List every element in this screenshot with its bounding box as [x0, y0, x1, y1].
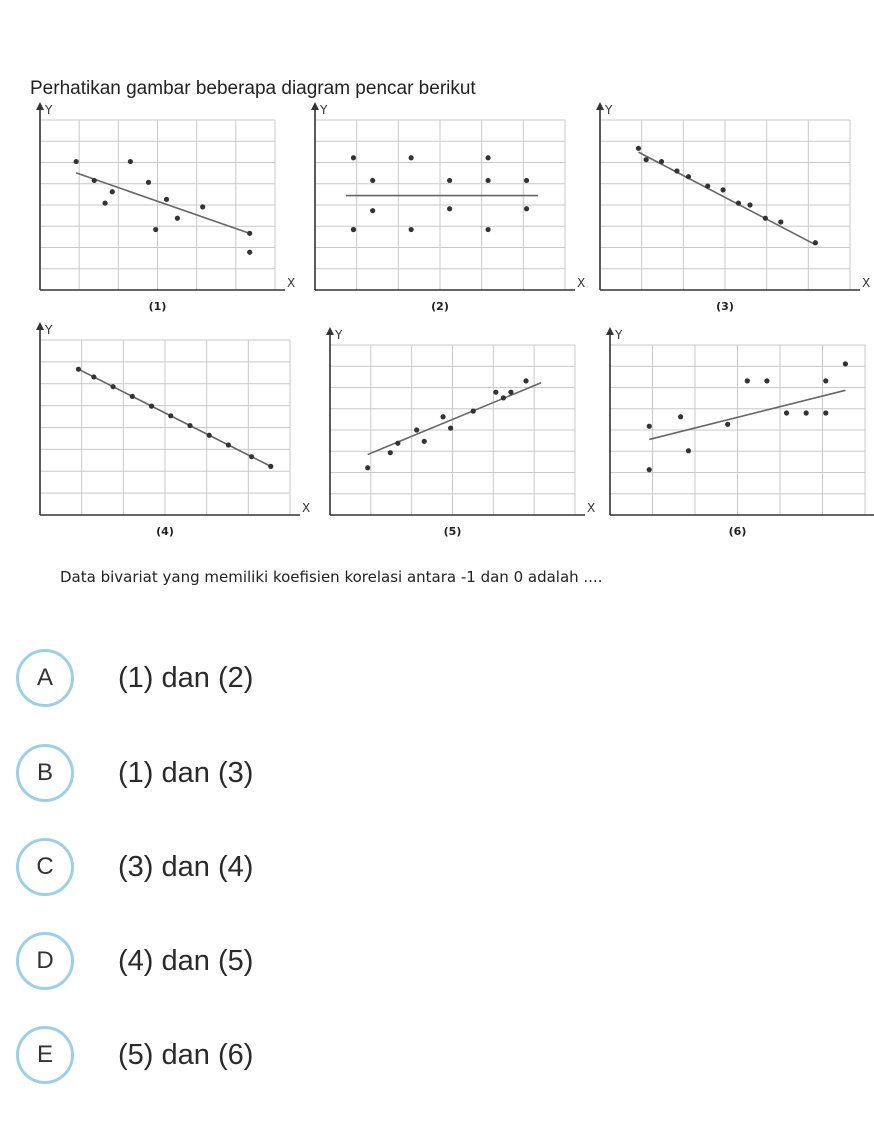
plot-2-x-label: X	[577, 276, 586, 290]
plot-5-point	[471, 409, 476, 414]
plot-2-point	[447, 206, 452, 211]
plot-2-point	[409, 227, 414, 232]
plot-1-x-label: X	[287, 276, 296, 290]
plot-5-point	[448, 426, 453, 431]
plot-2-point	[351, 155, 356, 160]
plot-2-point	[524, 178, 529, 183]
plot-2-point	[370, 208, 375, 213]
plot-4-point	[268, 464, 273, 469]
plot-5-point	[422, 439, 427, 444]
plot-4-point	[110, 384, 115, 389]
plot-3-point	[736, 201, 741, 206]
plot-1-point	[247, 250, 252, 255]
plot-3-point	[686, 174, 691, 179]
plot-6-point	[764, 378, 769, 383]
option-d-text: (4) dan (5)	[118, 944, 254, 977]
option-e-text: (5) dan (6)	[118, 1038, 254, 1071]
option-a-letter: A	[16, 649, 74, 707]
plot-1-point	[146, 180, 151, 185]
plot-2-y-label: Y	[320, 103, 328, 117]
plot-4-point	[207, 433, 212, 438]
plot-1-caption: (1)	[148, 300, 167, 313]
plot-6-point	[745, 378, 750, 383]
plot-3-point	[659, 159, 664, 164]
plot-1-point	[102, 201, 107, 206]
plot-5-point	[523, 378, 528, 383]
plot-3-point	[778, 219, 783, 224]
option-b-text: (1) dan (3)	[118, 756, 254, 789]
plot-2-point	[485, 155, 490, 160]
option-e-letter: E	[16, 1026, 74, 1084]
plot-3-y-label: Y	[605, 103, 613, 117]
plot-4-point	[130, 394, 135, 399]
plot-6-point	[784, 410, 789, 415]
plot-5-point	[388, 450, 393, 455]
plot-4-x-label: X	[302, 501, 311, 515]
plot-3-point	[636, 146, 641, 151]
plot-1-point	[153, 227, 158, 232]
plot-4-y-label: Y	[45, 323, 53, 337]
question-figure	[0, 70, 874, 590]
plot-3-point	[763, 216, 768, 221]
plot-5-point	[365, 465, 370, 470]
plot-4-point	[168, 413, 173, 418]
plot-4-point	[187, 423, 192, 428]
plot-5-point	[493, 390, 498, 395]
plot-6-point	[843, 361, 848, 366]
plot-6-point	[686, 448, 691, 453]
plot-5-x-label: X	[587, 501, 596, 515]
plot-2-point	[447, 178, 452, 183]
figure-background	[0, 70, 874, 590]
option-d-letter: D	[16, 932, 74, 990]
plot-6-y-label: Y	[615, 328, 623, 342]
plot-6-point	[823, 378, 828, 383]
plot-4-point	[226, 442, 231, 447]
plot-5-caption: (5)	[443, 525, 462, 538]
plot-6-point	[725, 422, 730, 427]
plot-6-point	[823, 410, 828, 415]
plot-6-point	[647, 467, 652, 472]
option-c-text: (3) dan (4)	[118, 850, 254, 883]
plot-1-point	[128, 159, 133, 164]
option-a[interactable]	[16, 645, 616, 711]
plot-6-point	[804, 410, 809, 415]
plot-1-point	[200, 204, 205, 209]
plot-4-caption: (4)	[156, 525, 174, 538]
plot-1-point	[110, 189, 115, 194]
plot-5-point	[440, 414, 445, 419]
plot-3-point	[644, 157, 649, 162]
option-c[interactable]	[16, 834, 616, 900]
plot-6-caption: (6)	[728, 525, 747, 538]
plot-1-point	[175, 216, 180, 221]
question-intro: Perhatikan gambar beberapa diagram pencar berikut	[30, 78, 476, 99]
plot-4-point	[249, 454, 254, 459]
plot-3-caption: (3)	[716, 300, 734, 313]
plot-6-point	[647, 424, 652, 429]
plot-3-point	[747, 202, 752, 207]
plot-2-point	[485, 178, 490, 183]
plot-2-point	[524, 206, 529, 211]
plot-1-point	[92, 178, 97, 183]
plot-4-point	[91, 374, 96, 379]
plot-2-caption: (2)	[431, 300, 449, 313]
plot-1-point	[164, 197, 169, 202]
plot-3-point	[674, 168, 679, 173]
option-a-text: (1) dan (2)	[118, 661, 254, 694]
plot-2-point	[351, 227, 356, 232]
plot-3-x-label: X	[862, 276, 871, 290]
plot-5-point	[508, 390, 513, 395]
plot-5-y-label: Y	[335, 328, 343, 342]
plot-1-point	[74, 159, 79, 164]
plot-4-point	[76, 367, 81, 372]
option-b-letter: B	[16, 744, 74, 802]
option-b[interactable]	[16, 740, 616, 806]
option-d[interactable]	[16, 928, 616, 994]
option-c-letter: C	[16, 838, 74, 896]
question-prompt: Data bivariat yang memiliki koefisien korelasi antara -1 dan 0 adalah ....	[60, 568, 603, 586]
plot-2-point	[370, 178, 375, 183]
plot-2-point	[409, 155, 414, 160]
plot-5-point	[501, 395, 506, 400]
plot-2-point	[485, 227, 490, 232]
plot-3-point	[720, 187, 725, 192]
option-e[interactable]	[16, 1022, 616, 1088]
plot-4-point	[149, 404, 154, 409]
plot-6-point	[678, 414, 683, 419]
plot-3-point	[705, 184, 710, 189]
plot-1-point	[247, 231, 252, 236]
plot-5-point	[395, 441, 400, 446]
plot-3-point	[813, 240, 818, 245]
plot-5-point	[414, 427, 419, 432]
plot-1-y-label: Y	[45, 103, 53, 117]
